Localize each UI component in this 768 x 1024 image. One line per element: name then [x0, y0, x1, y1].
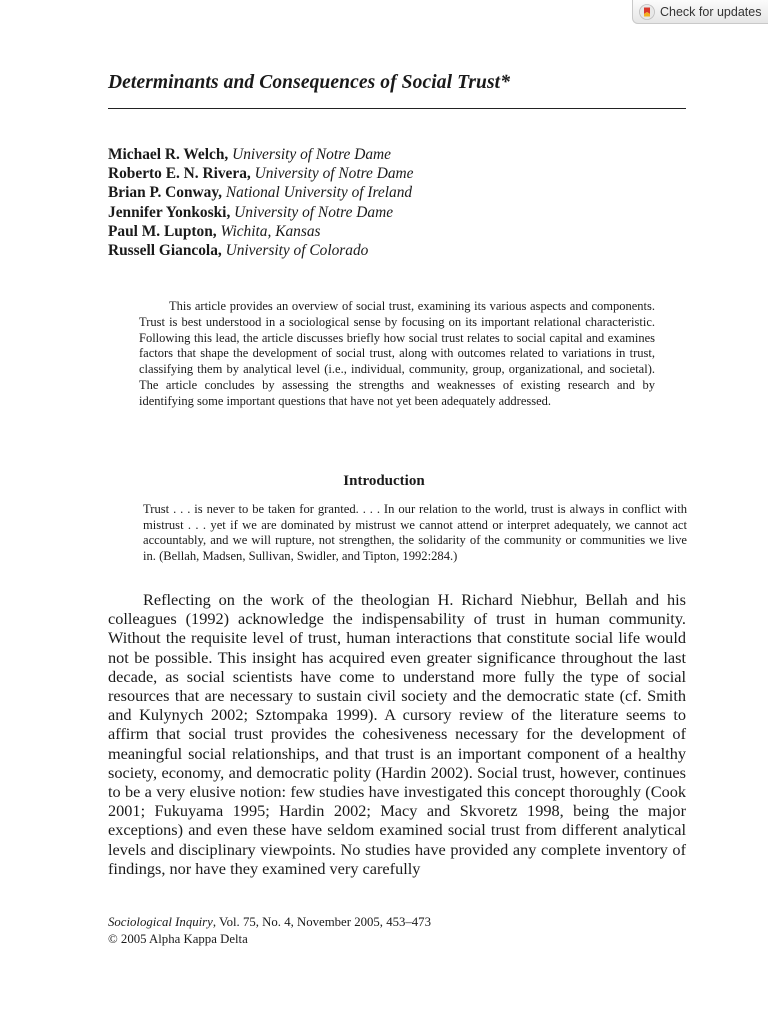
author-name: Paul M. Lupton, — [108, 222, 217, 240]
epigraph-quote: Trust . . . is never to be taken for granted. . . . In our relation to the world, trust is always in conflict with mistrust . . . yet if we are dominated by mistrust we cannot attend or interpret adequately, we cannot act accountably, and we will rupture, not strengthen, the solidarity of the community or communities we live in. (Bellah, Madsen, Sullivan, Swidler, and Tipton, 1992:284.) — [143, 502, 687, 563]
author-affiliation: University of Notre Dame — [234, 203, 394, 221]
crossmark-icon — [639, 4, 655, 20]
author-name: Russell Giancola, — [108, 242, 222, 260]
paper-title: Determinants and Consequences of Social Trust* — [108, 72, 511, 93]
author-entry — [108, 203, 414, 222]
title-rule — [108, 108, 686, 109]
author-name: Roberto E. N. Rivera, — [108, 165, 251, 183]
author-affiliation: National University of Ireland — [225, 184, 413, 202]
author-name: Michael R. Welch, — [108, 146, 229, 163]
author-entry — [108, 241, 414, 260]
journal-name: Sociological Inquiry — [108, 915, 213, 929]
author-affiliation: University of Colorado — [225, 242, 369, 260]
author-entry — [108, 145, 414, 164]
author-affiliation: University of Notre Dame — [232, 146, 391, 163]
author-affiliation: University of Notre Dame — [254, 165, 414, 183]
author-name: Brian P. Conway, — [108, 184, 223, 202]
abstract: This article provides an overview of social trust, examining its various aspects and components. Trust is best understood in a sociological sense by focusing on its important relational characteristic. Following this lead, the article discusses briefly how social trust relates to social capital and examines factors that shape the development of social trust, along with outcomes related to variations in trust, classifying them by analytical level (i.e., individual, community, group, organizational, and societal). The article concludes by assessing the strengths and weaknesses of existing research and by identifying some important questions that have not yet been adequately addressed. — [139, 299, 655, 408]
check-for-updates-button[interactable] — [632, 0, 768, 24]
citation-line — [108, 914, 431, 931]
copyright-line: © 2005 Alpha Kappa Delta — [108, 931, 248, 946]
check-for-updates-label: Check for updates — [660, 4, 762, 19]
body-paragraph: Reflecting on the work of the theologian H. Richard Niebhur, Bellah and his colleagues (1992) acknowledge the indispensability of trust in human community. Without the requisite level of trust, human interactions that constitute social life would not be possible. This insight has acquired even greater significance throughout the last decade, as social scientists have come to understand more fully the type of social resources that are necessary to sustain civil society and the democratic state (cf. Smith and Kulynych 2002; Sztompaka 1999). A cursory review of the literature seems to affirm that social trust provides the cohesiveness necessary for the development of meaningful social relationships, and that trust is an important component of a healthy society, economy, and democratic polity (Hardin 2002). Social trust, however, continues to be a very elusive notion: few studies have investigated this concept thoroughly (Cook 2001; Fukuyama 1995; Hardin 2002; Macy and Skvoretz 1998, being the major exceptions) and even these have seldom examined social trust from different analytical levels and disciplinary viewpoints. No studies have provided any complete inventory of findings, nor have they examined very carefully — [108, 590, 686, 878]
author-list — [108, 145, 414, 260]
citation-details: , Vol. 75, No. 4, November 2005, 453–473 — [212, 915, 431, 929]
author-affiliation: Wichita, Kansas — [220, 222, 321, 240]
author-entry — [108, 222, 414, 241]
author-entry — [108, 183, 414, 202]
author-entry — [108, 164, 414, 183]
page-footer — [108, 914, 431, 947]
author-name: Jennifer Yonkoski, — [108, 203, 231, 221]
section-heading: Introduction — [343, 473, 425, 489]
